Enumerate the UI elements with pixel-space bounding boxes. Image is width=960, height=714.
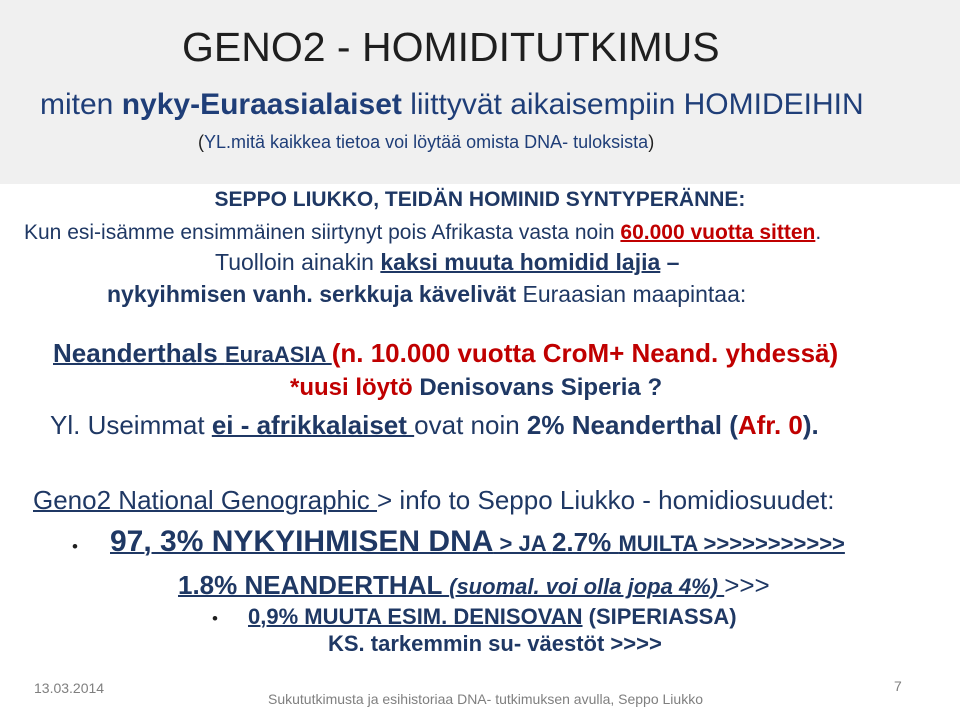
credit-open: ( — [198, 132, 204, 152]
text-line-4 — [107, 281, 746, 308]
denisovans-label: Denisovans Siperia ? — [419, 374, 663, 401]
credit-line — [198, 132, 654, 153]
heading-origin: SEPPO LIUKKO, TEIDÄN HOMINID SYNTYPERÄNNE: — [214, 188, 746, 211]
page-number: 7 — [894, 678, 902, 694]
neanderthals-note: (n. 10.000 vuotta CroM+ Neand. yhdessä) — [331, 338, 839, 368]
neanderthal-arrow: >>> — [724, 570, 770, 600]
line4-bold: nykyihmisen vanh. serkkuja kävelivät — [107, 281, 517, 307]
slide-title: GENO2 - HOMIDITUTKIMUS — [182, 24, 720, 70]
line2-end: . — [815, 221, 822, 244]
list-item-modern-dna — [110, 525, 845, 559]
text-line-denisovans — [290, 374, 662, 402]
modern-dna-small: > JA — [493, 531, 552, 556]
bullet-2: • — [212, 609, 218, 628]
slide-subtitle — [40, 88, 864, 122]
line2-text: Kun esi-isämme ensimmäinen siirtynyt pois Afrikasta vasta noin — [24, 221, 621, 244]
text-line-3 — [215, 249, 679, 276]
line3-bold: kaksi muuta homidid lajia — [380, 249, 661, 275]
line7-bold: 2% Neanderthal ( — [526, 410, 738, 440]
geno2-link[interactable]: Geno2 National Genographic — [33, 485, 378, 515]
list-item-neanderthal — [178, 570, 770, 601]
footer-date: 13.03.2014 — [34, 680, 105, 696]
neanderthal-note: (suomal. voi olla jopa 4%) — [449, 574, 725, 599]
line8-text: > info to Seppo Liukko - homidiosuudet: — [377, 485, 835, 515]
line2-highlight: 60.000 vuotta sitten — [620, 221, 816, 244]
line7-text: Yl. Useimmat — [50, 410, 212, 440]
list-item-denisovan — [248, 604, 737, 630]
text-line-7 — [50, 410, 819, 441]
denisovan-pct: 0,9% MUUTA ESIM. DENISOVAN — [248, 604, 583, 629]
line7-text-2: ovat noin — [414, 410, 527, 440]
line3-text: Tuolloin ainakin — [215, 249, 381, 275]
line7-end: ). — [802, 410, 819, 440]
neanderthal-pct: 1.8% NEANDERTHAL — [178, 570, 450, 600]
text-line-neanderthals — [53, 338, 838, 369]
text-line-2 — [24, 221, 821, 245]
line4-text: Euraasian maapintaa: — [516, 281, 747, 307]
neanderthals-label: Neanderthals — [53, 338, 225, 368]
footer-caption: Sukututkimusta ja esihistoriaa DNA- tutkimuksen avulla, Seppo Liukko — [268, 691, 703, 707]
text-line-geno2 — [33, 485, 834, 516]
subtitle-bold: nyky-Euraasialaiset — [121, 88, 402, 121]
line7-red: Afr. 0 — [737, 410, 803, 440]
credit-text: YL.mitä kaikkea tietoa voi löytää omista DNA- tuloksista — [204, 132, 649, 152]
line3-dash: – — [660, 249, 680, 275]
modern-dna-text: 97, 3% NYKYIHMISEN DNA — [110, 525, 494, 558]
subtitle-text: miten — [40, 88, 122, 121]
subtitle-text-2: liittyvät aikaisempiin HOMIDEIHIN — [401, 88, 864, 121]
others-pct: 2.7% — [551, 527, 619, 557]
bullet-1: • — [72, 537, 78, 556]
others-label: MUILTA >>>>>>>>>>> — [618, 531, 845, 556]
credit-close: ) — [648, 132, 655, 152]
line7-underline: ei - afrikkalaiset — [211, 410, 415, 440]
denisovan-region: (SIPERIASSA) — [582, 604, 737, 629]
eurasia-label: EuraASIA — [224, 342, 332, 367]
new-find-label: *uusi löytö — [290, 374, 420, 401]
list-item-see-more: KS. tarkemmin su- väestöt >>>> — [328, 631, 662, 656]
